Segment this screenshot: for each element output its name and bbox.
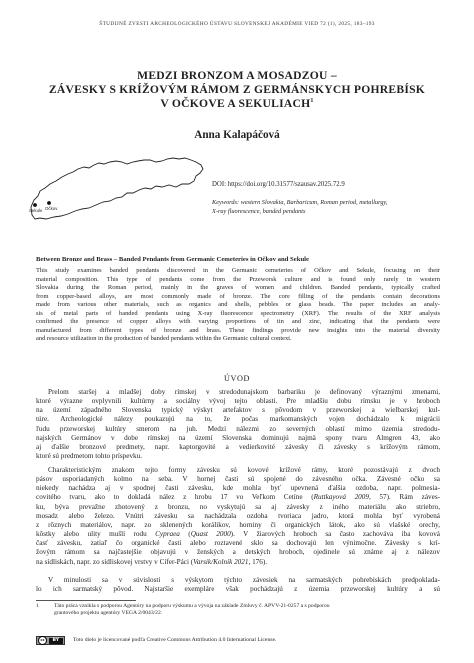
ockov-marker [47,201,51,205]
body-line: Charakteristickým znakom tejto formy závesku sú kovové krížové rámy, ktoré pozostávajú z dvoch [48,466,440,474]
footnote-number: 1 [36,603,39,609]
by-icon: BY [49,638,64,644]
cc-by-badge-icon[interactable] [36,636,65,645]
keywords-line-1: western Slovakia, Barbaricum, Roman period, metallurgy, [240,199,388,206]
license-notice [36,636,440,646]
citation-varsik-kolnik: Varsik/Kolník 2021 [193,557,249,566]
sekule-label: Sekule [29,208,43,213]
abstract-line: sis of metal parts of banded pendants using X-ray fluorescence spectrometry (XRF). The results of the XRF analysis [36,309,440,317]
slovakia-map [26,153,208,239]
title-line-1: MEDZI BRONZOM A MOSADZOU – [137,69,337,82]
cc-icon: cc [38,636,47,645]
body-line: na sídliskách, napr. zo sídliskovej vrstvy v Cífer-Páci (Varsik/Kolník 2021, 176). [36,557,268,566]
abstract-line: made from various other materials, such as organics and shells, pebbles or glass beads. The paper includes an analy- [36,301,440,308]
title-line-3: V OČKOVE A SEKULIACH [160,97,311,111]
footnote-line-1: Táto práca vznikla s podporou Agentúry na podporu výskumu a vývoja na základe Zmluvy č. APVV-21-0257 a s podporou [54,603,330,609]
title-line-2: ZÁVESKY S KRÍŽOVÝM RÁMOM Z GERMÁNSKYCH POHREBÍSK [48,83,426,97]
body-line: ľudu przeworskej kultúry smerom na juh. Medzi nálezmi zo severných oblastí mimo územia stredodu- [36,424,440,433]
body-line: covitého tvaru, ako to dokladá nález z hrobu 17 vo Veľkom Cetíne (Ruttkayová 2009, 57). Rám záves- [36,493,441,502]
body-line: túre. Archeologické nálezy poukazujú na to, že počas markomanských vojen dochádzalo k migrácii [36,415,440,424]
abstract-line: confirmed the presence of copper alloys with varying proportions of tin and zinc, indicating that the pendants were [36,318,440,325]
abstract-line: and resource utilization in the production of banded pendants within the Germanic cultural context. [36,335,292,342]
title-footnote-mark: 1 [310,98,314,105]
article-title [30,69,444,112]
citation-ruttkayova: Ruttkayová 2009 [313,493,369,502]
citation-quast: Quast 2000 [190,530,231,539]
body-line: aj ďalšie bronzové predmety, napr. kaptorgovité a vedierkovité závesky či závesky s krížovým rámom, [36,442,440,451]
body-line: lo ich sarmatský pôvod. Najstaršie exempláre však pochádzajú z územia przeworskej kultúry a sú [36,585,440,594]
body-line: najských Germánov v dobe rímskej na území Slovenska dominujú najmä spony tvaru Almgren 43, ako [36,433,440,442]
taxon-cypraea: Cypraea [155,530,180,539]
paragraph-2 [36,466,440,567]
paragraph-3 [36,576,440,594]
sekule-marker [33,203,37,207]
ockov-label: Očkov [45,206,58,211]
abstract [36,267,440,344]
keywords-block [212,199,452,216]
footnote-line-2: grantového projektu agentúry VEGA 2/0043/22. [54,610,163,617]
body-line: ktoré výrazne ovplyvnili kultúrny a sociálny vývoj tejto oblasti. Pre mladšiu dobu rímsku je v hroboch [36,397,440,406]
article-metadata [212,180,452,216]
body-line: pásov usporiadaných kolmo na seba. V hornej časti sú spojené do závesného očka. Závesné očko sa [36,475,440,484]
body-line: ku, býva prevažne zhotovený z bronzu, no vyskytujú sa aj závesky z iného materiálu ako striebro, [36,502,440,511]
body-line: Prelom staršej a mladšej doby rímskej v stredodunajskom barbariku je definovaný výraznými zmenami, [48,388,440,396]
body-line: V minulosti sa v súvislosti s výskytom týchto závesiek na sarmatských pohrebiskách predpoklada- [48,576,440,584]
keywords-label: Keywords: [212,199,240,206]
running-head: ŠTUDIJNÉ ZVESTI ARCHEOLOGICKÉHO ÚSTAVU SLOVENSKEJ AKADÉMIE VIED 72 (1), 2025, 183–193 [99,21,375,27]
paragraph-1 [36,388,440,461]
section-heading: ÚVOD [223,374,251,383]
body-line: z rôznych materiálov, napr. zo sklenených korálikov, horniny či organických látok, ako sú vlašské orechy, [36,520,440,529]
body-line: žovým rámom sa najčastejšie objavujú v ženských a detských hroboch, ojedinele sú známe aj z nálezov [36,548,440,557]
author-name: Anna Kalapáčová [194,129,280,141]
doi-link[interactable]: DOI: https://doi.org/10.31577/szausav.2025.72.9 [212,181,345,188]
abstract-line: Slovakia during the Roman period, mainly in the graves of women and children. Banded pendants, typically crafted [36,284,440,291]
abstract-line: material composition. This type of pendants come from the Przeworsk culture and is found only rarely in western [36,275,440,283]
body-line: na území západného Slovenska typický výskyt artefaktov s pôvodom v przeworskej a wielbarskej kul- [36,406,440,415]
footnote-divider [36,600,136,601]
license-text: Toto dielo je licencované podľa Creative Commons Attribution 4.0 International License. [73,637,277,643]
english-title: Between Bronze and Brass – Banded Pendants from Germanic Cemeteries in Očkov and Sekule [36,256,310,263]
keywords-line-2: X-ray fluorescence, banded pendants [212,207,306,215]
abstract-line: from copper-based alloys, are most commonly made of bronze. The core filling of the pendants contain decorations [36,292,440,300]
body-line: ktoré sú predmetom tohto príspevku. [36,452,142,461]
abstract-line: This study examines banded pendants discovered in the Germanic cemeteries of Očkov and Sekule, focusing on their [36,267,440,274]
body-line: kôstky alebo ulity mušlí rodu Cypraea (Quast 2000). V žiarových hroboch sa často zachováva iba kovová [36,530,440,539]
abstract-line: manufactured from different types of bronze and brass. These findings provide new insights into the material diversity [36,326,440,334]
body-line: časť závesku, zatiaľ čo organické časti alebo roztavené sklo sa dochovajú len výnimočne. Závesky s krí- [36,539,440,548]
body-line: niekedy nachádza aj v spodnej časti závesku, kde mohla byť upevnená ďalšia ozdoba, napr. polmesia- [36,484,440,493]
body-line: mosadz alebo železo. Vnútri závesku sa nachádzala ozdoba tvoriaca jadro, ktorá mohla byť vyrobená [36,511,440,520]
